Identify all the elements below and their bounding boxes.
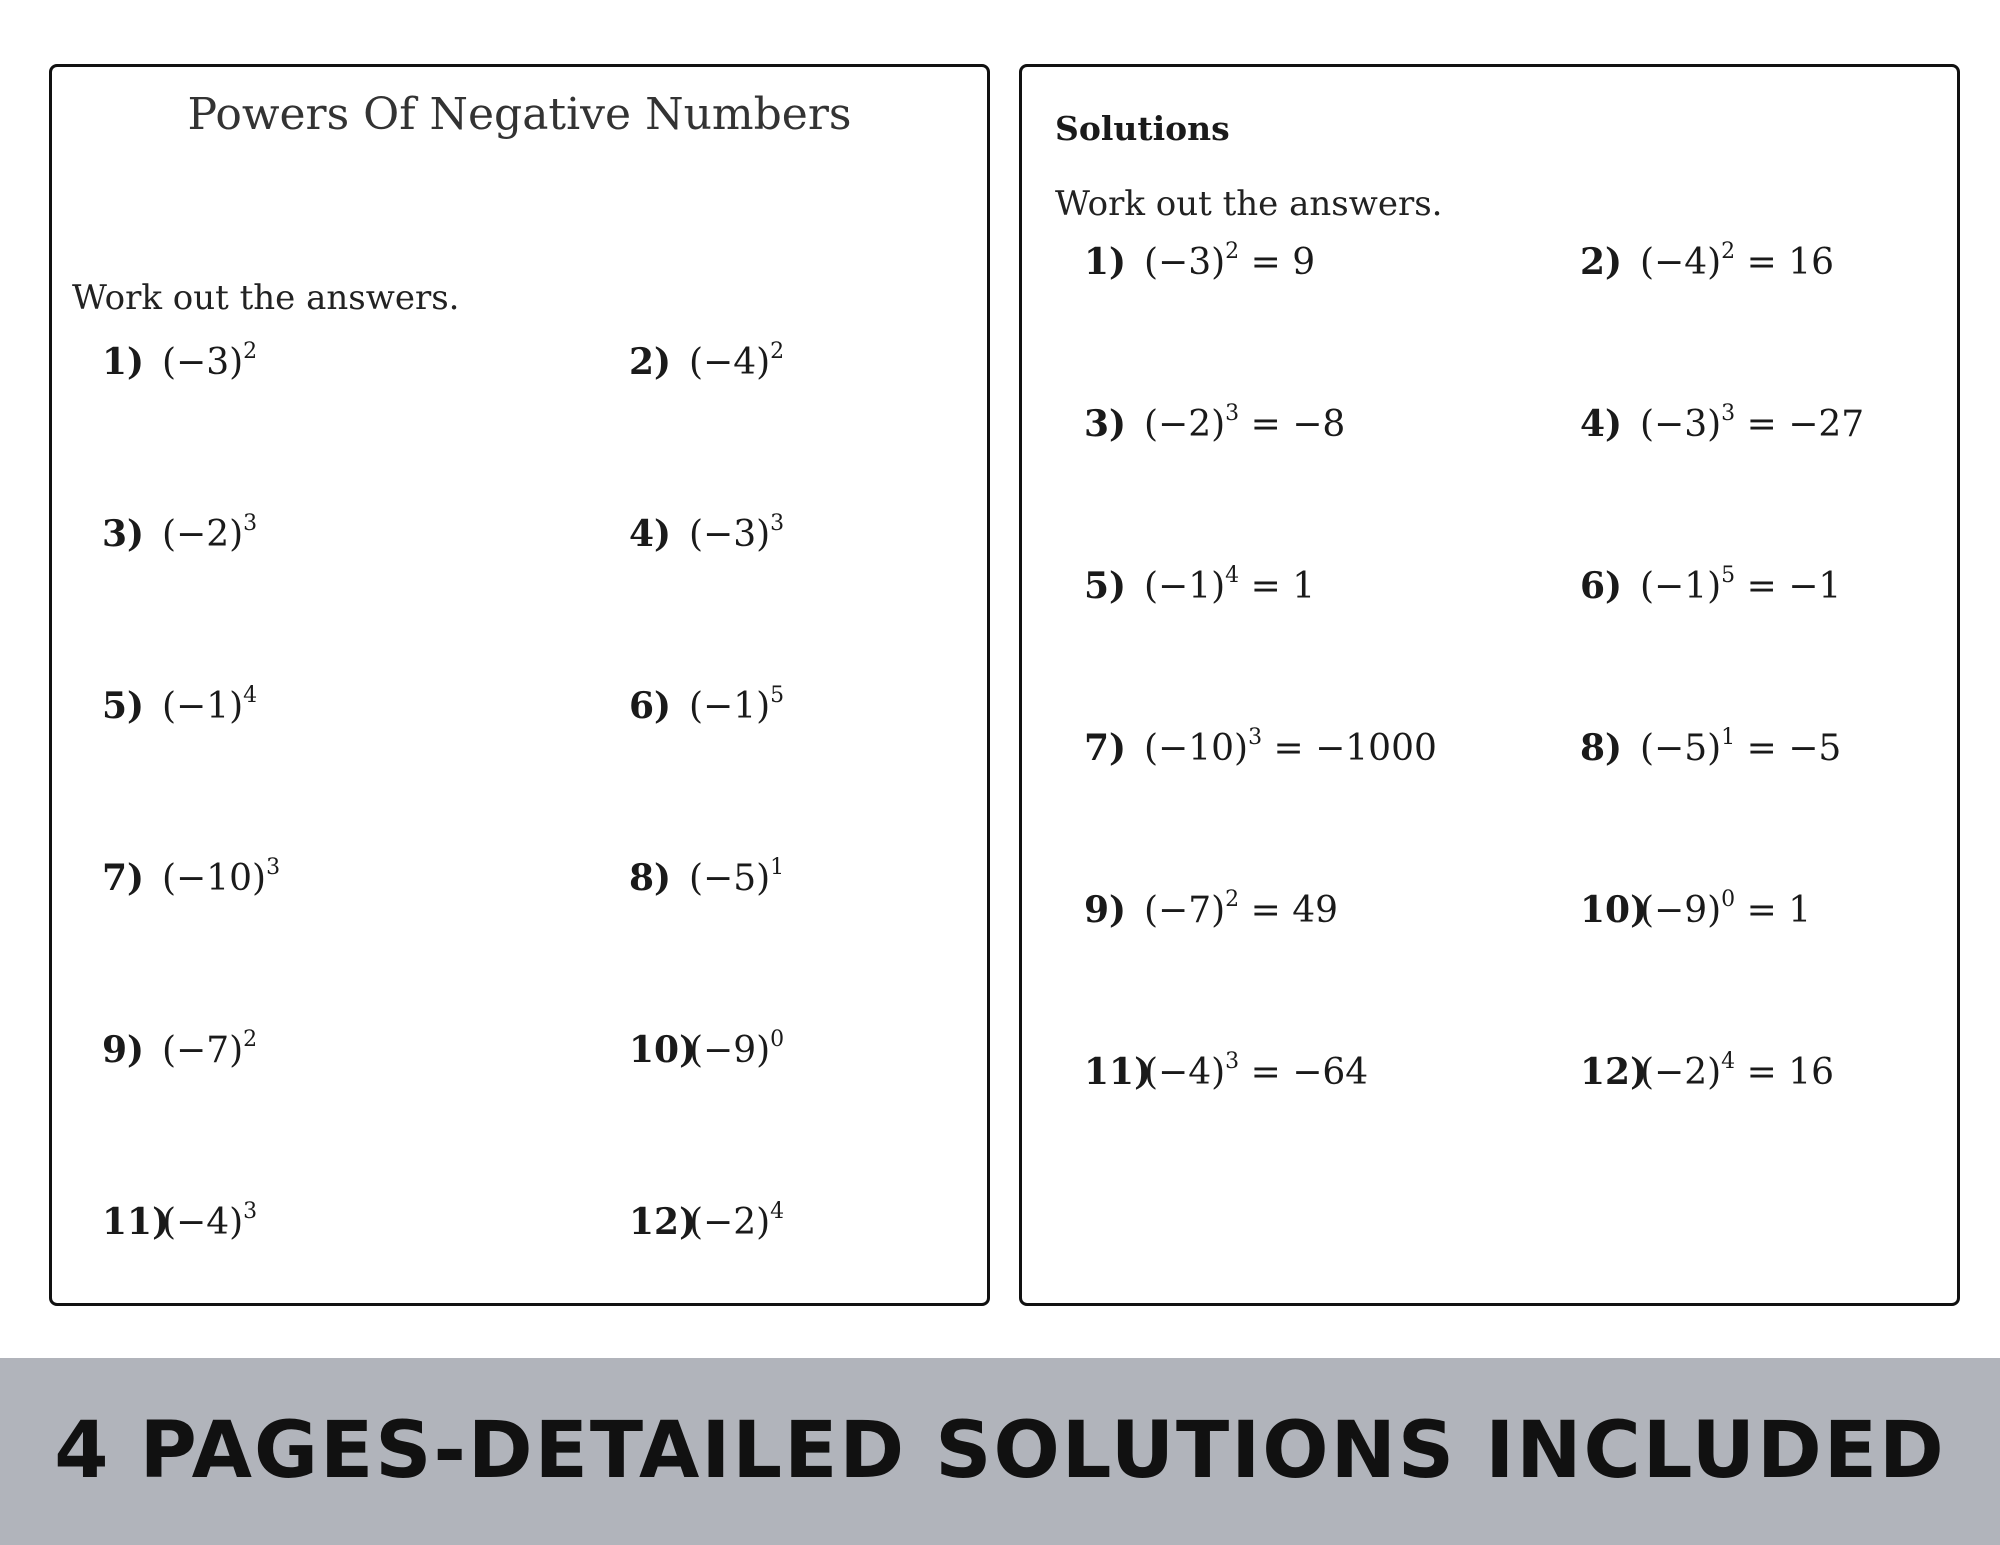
problem-item xyxy=(1580,725,1842,769)
problem-base: (−4) xyxy=(689,342,771,383)
problem-number: 2) xyxy=(629,341,672,383)
problem-base: (−9) xyxy=(1640,890,1722,931)
problem-item xyxy=(629,683,785,727)
problem-base: (−1) xyxy=(162,686,244,727)
problem-number: 12) xyxy=(629,1201,697,1243)
problem-exponent: 3 xyxy=(243,511,258,536)
problem-base: (−3) xyxy=(1640,404,1722,445)
problem-base: (−2) xyxy=(1144,404,1226,445)
problem-base: (−3) xyxy=(1144,242,1226,283)
problem-item xyxy=(102,855,281,899)
problem-answer: = −1 xyxy=(1735,566,1842,607)
problem-exponent: 3 xyxy=(1248,725,1263,750)
problem-base: (−7) xyxy=(1144,890,1226,931)
problem-item xyxy=(1084,401,1346,445)
problem-exponent: 3 xyxy=(1721,401,1736,426)
solutions-instruction: Work out the answers. xyxy=(1055,184,1443,224)
problem-exponent: 3 xyxy=(266,855,281,880)
problem-exponent: 3 xyxy=(1225,401,1240,426)
problem-exponent: 0 xyxy=(1721,887,1736,912)
problem-number: 1) xyxy=(1084,241,1127,283)
problem-answer: = 9 xyxy=(1239,242,1316,283)
problem-exponent: 4 xyxy=(243,683,258,708)
problem-number: 5) xyxy=(102,685,145,727)
problem-exponent: 4 xyxy=(1721,1049,1736,1074)
problem-number: 3) xyxy=(1084,403,1127,445)
problem-exponent: 3 xyxy=(243,1199,258,1224)
problem-number: 4) xyxy=(1580,403,1623,445)
problem-exponent: 2 xyxy=(243,1027,258,1052)
problem-base: (−1) xyxy=(1640,566,1722,607)
problem-answer: = 49 xyxy=(1239,890,1339,931)
problem-answer: = 1 xyxy=(1735,890,1812,931)
problem-number: 5) xyxy=(1084,565,1127,607)
problem-base: (−9) xyxy=(689,1030,771,1071)
problem-number: 11) xyxy=(1084,1051,1152,1093)
problem-base: (−3) xyxy=(689,514,771,555)
problem-item xyxy=(102,1199,258,1243)
problem-number: 3) xyxy=(102,513,145,555)
problem-number: 6) xyxy=(629,685,672,727)
problem-item xyxy=(629,339,785,383)
problem-item xyxy=(102,683,258,727)
problem-base: (−2) xyxy=(1640,1052,1722,1093)
solutions-page xyxy=(1019,64,1960,1306)
solutions-heading: Solutions xyxy=(1055,109,1230,148)
problem-item xyxy=(629,855,785,899)
problem-number: 4) xyxy=(629,513,672,555)
problem-item xyxy=(629,511,785,555)
problem-item xyxy=(1084,725,1437,769)
problem-number: 2) xyxy=(1580,241,1623,283)
problem-item xyxy=(1580,563,1842,607)
problem-exponent: 4 xyxy=(770,1199,785,1224)
problem-answer: = −27 xyxy=(1735,404,1865,445)
problem-item xyxy=(1580,401,1865,445)
problem-answer: = −64 xyxy=(1239,1052,1369,1093)
problem-base: (−10) xyxy=(162,858,267,899)
worksheet-page xyxy=(49,64,990,1306)
problem-number: 6) xyxy=(1580,565,1623,607)
problem-exponent: 5 xyxy=(1721,563,1736,588)
problem-answer: = 1 xyxy=(1239,566,1316,607)
problem-exponent: 2 xyxy=(243,339,258,364)
problem-number: 8) xyxy=(1580,727,1623,769)
problem-base: (−4) xyxy=(1144,1052,1226,1093)
problem-exponent: 2 xyxy=(1225,239,1240,264)
problem-number: 9) xyxy=(1084,889,1127,931)
problem-answer: = −5 xyxy=(1735,728,1842,769)
problem-base: (−10) xyxy=(1144,728,1249,769)
problem-base: (−2) xyxy=(689,1202,771,1243)
problem-number: 12) xyxy=(1580,1051,1648,1093)
problem-exponent: 3 xyxy=(770,511,785,536)
problem-base: (−7) xyxy=(162,1030,244,1071)
problem-answer: = 16 xyxy=(1735,242,1835,283)
problem-number: 10) xyxy=(629,1029,697,1071)
problem-exponent: 4 xyxy=(1225,563,1240,588)
problem-number: 11) xyxy=(102,1201,170,1243)
problem-exponent: 5 xyxy=(770,683,785,708)
worksheet-title: Powers Of Negative Numbers xyxy=(187,89,852,140)
problem-base: (−4) xyxy=(162,1202,244,1243)
problem-item xyxy=(102,339,258,383)
problem-exponent: 2 xyxy=(1225,887,1240,912)
problem-base: (−2) xyxy=(162,514,244,555)
problem-exponent: 1 xyxy=(1721,725,1736,750)
problem-item xyxy=(1580,887,1812,931)
problem-base: (−1) xyxy=(1144,566,1226,607)
problem-exponent: 0 xyxy=(770,1027,785,1052)
problem-base: (−4) xyxy=(1640,242,1722,283)
solutions-included-banner xyxy=(0,1358,2000,1545)
problem-item xyxy=(1084,1049,1369,1093)
problem-item xyxy=(629,1027,785,1071)
problem-base: (−5) xyxy=(689,858,771,899)
problem-base: (−5) xyxy=(1640,728,1722,769)
problem-exponent: 2 xyxy=(1721,239,1736,264)
problem-exponent: 3 xyxy=(1225,1049,1240,1074)
problem-item xyxy=(1580,239,1835,283)
problem-exponent: 1 xyxy=(770,855,785,880)
problem-item xyxy=(1580,1049,1835,1093)
problem-answer: = −8 xyxy=(1239,404,1346,445)
problem-item xyxy=(1084,887,1339,931)
problem-number: 8) xyxy=(629,857,672,899)
worksheet-instruction: Work out the answers. xyxy=(72,278,460,318)
problem-number: 10) xyxy=(1580,889,1648,931)
problem-item xyxy=(1084,239,1316,283)
problem-number: 7) xyxy=(1084,727,1127,769)
problem-item xyxy=(102,1027,258,1071)
problem-number: 9) xyxy=(102,1029,145,1071)
problem-item xyxy=(102,511,258,555)
problem-item xyxy=(629,1199,785,1243)
problem-number: 7) xyxy=(102,857,145,899)
problem-answer: = −1000 xyxy=(1262,728,1437,769)
banner-text: 4 PAGES-DETAILED SOLUTIONS INCLUDED xyxy=(54,1406,1946,1496)
problem-base: (−3) xyxy=(162,342,244,383)
problem-number: 1) xyxy=(102,341,145,383)
problem-exponent: 2 xyxy=(770,339,785,364)
problem-answer: = 16 xyxy=(1735,1052,1835,1093)
problem-base: (−1) xyxy=(689,686,771,727)
problem-item xyxy=(1084,563,1316,607)
